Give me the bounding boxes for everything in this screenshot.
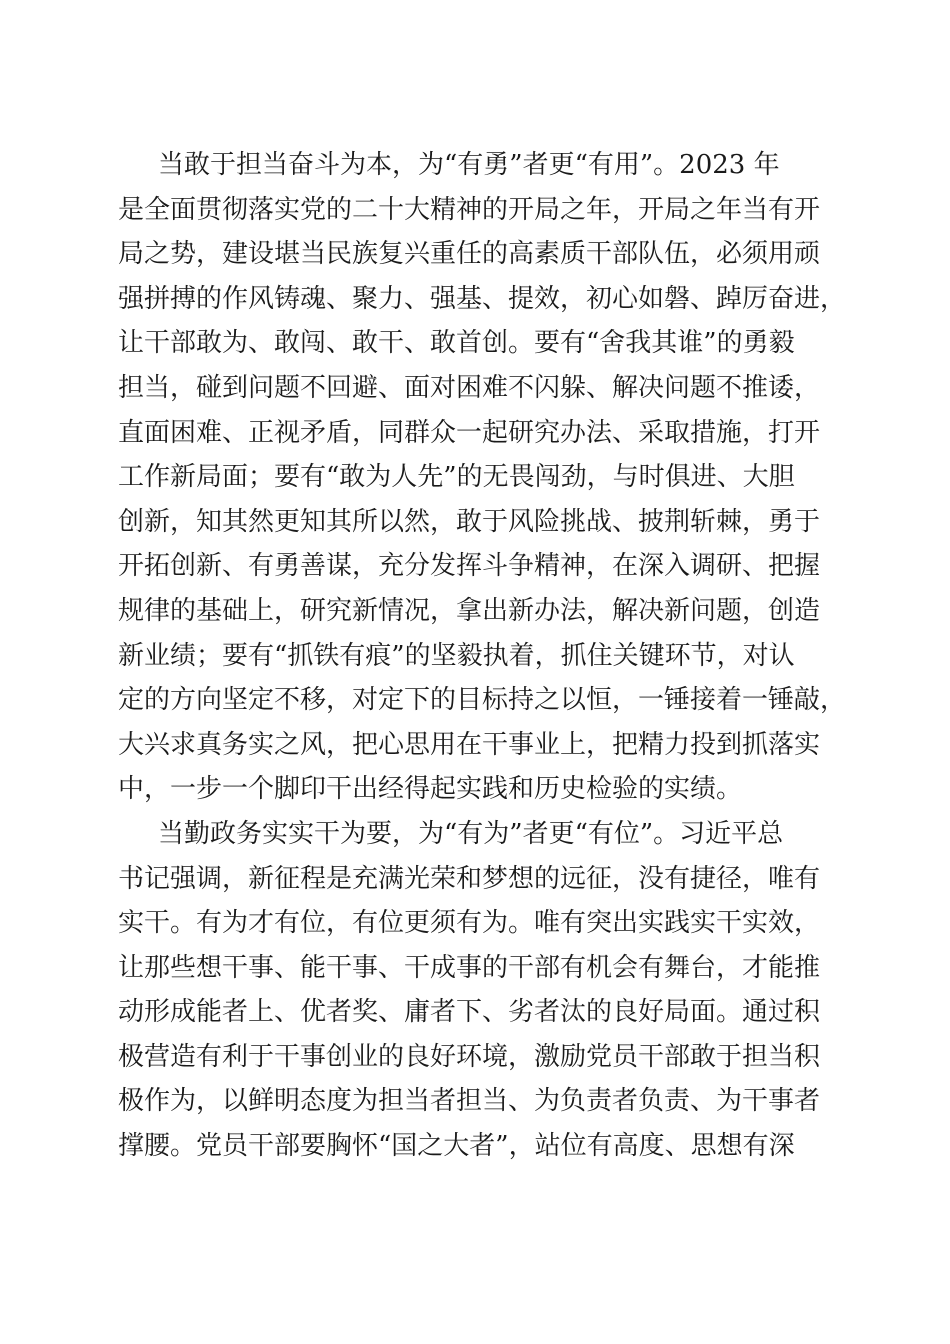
text-line: 规律的基础上，研究新情况，拿出新办法，解决新问题，创造: [118, 595, 821, 626]
text-line: 让那些想干事、能干事、干成事的干部有机会有舞台，才能推: [118, 952, 821, 983]
text-line: 直面困难、正视矛盾，同群众一起研究办法、采取措施，打开: [118, 417, 821, 448]
paragraph-2: [118, 812, 838, 1169]
text-line: 中，一步一个脚印干出经得起实践和历史检验的实绩。: [118, 774, 743, 805]
text-line: 局之势，建设堪当民族复兴重任的高素质干部队伍，必须用顽: [118, 239, 821, 270]
text-line: 大兴求真务实之风，把心思用在干事业上，把精力投到抓落实: [118, 729, 821, 760]
text-line: 极营造有利于干事创业的良好环境，激励党员干部敢于担当积: [118, 1041, 821, 1072]
text-line: 创新，知其然更知其所以然，敢于风险挑战、披荆斩棘，勇于: [118, 506, 821, 537]
text-line: 开拓创新、有勇善谋，充分发挥斗争精神，在深入调研、把握: [118, 551, 821, 582]
text-line: 当勤政务实实干为要，为“有为”者更“有位”。习近平总: [158, 818, 784, 849]
paragraph-1: [118, 143, 847, 812]
text-line: 撑腰。党员干部要胸怀“国之大者”，站位有高度、思想有深: [118, 1131, 795, 1162]
text-line: 当敢于担当奋斗为本，为“有勇”者更“有用”。2023 年: [158, 150, 780, 180]
text-line: 书记强调，新征程是充满光荣和梦想的远征，没有捷径，唯有: [118, 863, 821, 894]
text-line: 定的方向坚定不移，对定下的目标持之以恒，一锤接着一锤敲，: [118, 685, 847, 716]
text-line: 是全面贯彻落实党的二十大精神的开局之年，开局之年当有开: [118, 194, 821, 225]
body-text: [118, 143, 847, 1169]
text-line: 担当，碰到问题不回避、面对困难不闪躲、解决问题不推诿，: [118, 372, 821, 403]
text-line: 动形成能者上、优者奖、庸者下、劣者汰的良好局面。通过积: [118, 997, 821, 1028]
text-line: 极作为，以鲜明态度为担当者担当、为负责者负责、为干事者: [118, 1086, 821, 1117]
text-line: 实干。有为才有位，有位更须有为。唯有突出实践实干实效，: [118, 908, 821, 939]
text-line: 让干部敢为、敢闯、敢干、敢首创。要有“舍我其谁”的勇毅: [118, 328, 795, 359]
text-line: 工作新局面；要有“敢为人先”的无畏闯劲，与时俱进、大胆: [118, 462, 795, 493]
text-line: 强拼搏的作风铸魂、聚力、强基、提效，初心如磐、踔厉奋进，: [118, 283, 847, 314]
text-line: 新业绩；要有“抓铁有痕”的坚毅执着，抓住关键环节，对认: [118, 640, 795, 671]
